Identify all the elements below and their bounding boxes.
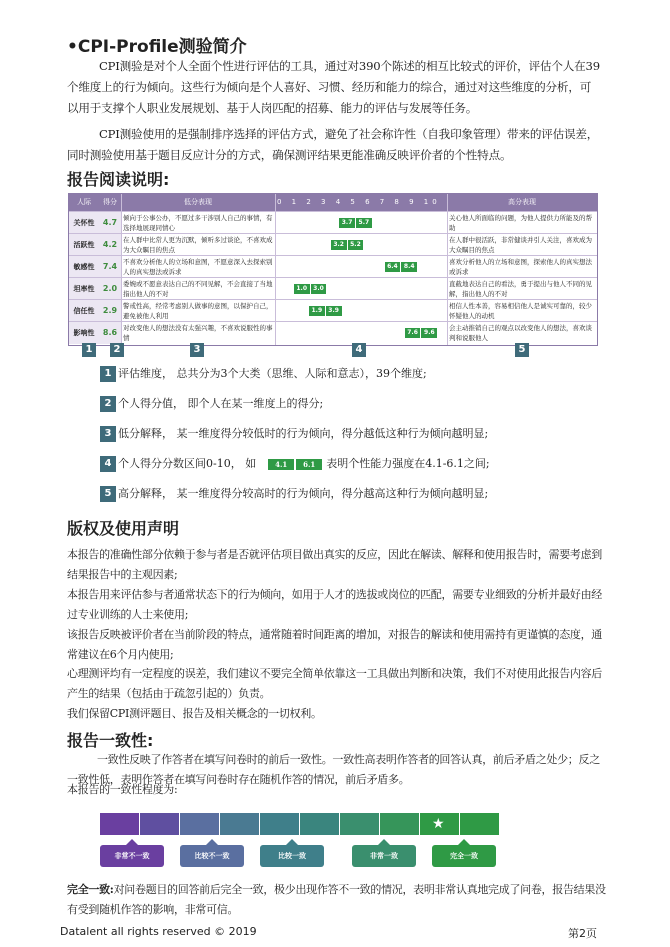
score-range-box: 8.4 bbox=[401, 262, 417, 272]
row-low-explanation: 在人群中比常人更为沉默，倾听多过谈论，不喜欢成为大众瞩目的焦点 bbox=[123, 236, 273, 254]
row-high-explanation: 在人群中很活跃，非常健谈并引人关注，喜欢成为大众瞩目的焦点 bbox=[449, 236, 592, 254]
score-range-box: 3.2 bbox=[331, 240, 347, 250]
consistency-level-tag: 比较一致 bbox=[260, 845, 324, 867]
row-high-explanation: 关心他人所面临的问题，为他人提供力所能及的帮助 bbox=[449, 214, 592, 232]
legend-box-a: 4.1 bbox=[268, 459, 294, 470]
legend-number-3: 3 bbox=[100, 426, 116, 442]
table-marker-3: 3 bbox=[190, 343, 204, 357]
intro-paragraph-2: CPI测验使用的是强制排序选择的评估方式，避免了社会称许性（自我印象管理）带来的评估误差，同时测验使用基于题目反应计分的方式，确保测评结果更能准确反映评价者的个性特点。 bbox=[67, 127, 599, 162]
consistency-scale-segment bbox=[180, 813, 219, 835]
legend-text bbox=[118, 456, 490, 472]
header-score: 得分 bbox=[99, 194, 121, 211]
score-range-box: 1.0 bbox=[294, 284, 310, 294]
table-marker-1: 1 bbox=[82, 343, 96, 357]
consistency-scale-segment bbox=[380, 813, 419, 835]
row-score: 8.6 bbox=[99, 322, 121, 344]
table-row bbox=[69, 233, 597, 256]
table-marker-2: 2 bbox=[110, 343, 124, 357]
row-low-explanation: 倾向于公事公办，不愿过多干涉别人自己的事情，有选择地展现同情心 bbox=[123, 214, 273, 232]
legend-text: 个人得分值， 即个人在某一维度上的得分; bbox=[118, 397, 324, 410]
legend-number-4: 4 bbox=[100, 456, 116, 472]
consistency-result bbox=[67, 880, 607, 920]
consistency-scale-segment bbox=[340, 813, 379, 835]
row-score: 4.7 bbox=[99, 212, 121, 234]
copyright-title: 版权及使用声明 bbox=[67, 519, 180, 538]
row-score: 7.4 bbox=[99, 256, 121, 278]
row-high-explanation: 直截地表达自己的看法，勇于提出与他人不同的见解，指出他人的不对 bbox=[449, 280, 592, 298]
score-range-box: 5.7 bbox=[356, 218, 372, 228]
consistency-scale-segment bbox=[300, 813, 339, 835]
row-high-explanation: 喜欢分析他人的立场和意图，探索他人的真实想法或诉求 bbox=[449, 258, 592, 276]
score-range-box: 3.0 bbox=[311, 284, 327, 294]
consistency-scale-segment bbox=[220, 813, 259, 835]
table-row bbox=[69, 321, 597, 344]
star-icon: ★ bbox=[432, 816, 445, 832]
score-range-box: 1.9 bbox=[309, 306, 325, 316]
consistency-level-tag: 非常一致 bbox=[352, 845, 416, 867]
copyright-para-5: 我们保留CPI测评题目、报告及相关概念的一切权利。 bbox=[67, 707, 322, 720]
row-high-explanation: 会主动推销自己的观点以改变他人的想法，喜欢谈判和说服他人 bbox=[449, 324, 592, 342]
header-high: 高分表现 bbox=[447, 194, 597, 211]
row-score: 2.0 bbox=[99, 278, 121, 300]
legend-text-a: 个人得分分数区间0-10， 如 bbox=[118, 457, 257, 470]
consistency-title: 报告一致性: bbox=[67, 731, 154, 750]
table-row bbox=[69, 211, 597, 234]
consistency-intro: 本报告的一致性程度为: bbox=[67, 783, 178, 796]
intro-paragraph-1: CPI测验是对个人全面个性进行评估的工具，通过对390个陈述的相互比较式的评价，评估个人在39个维度上的行为倾向。这些行为倾向是个人喜好、习惯、经历和能力的综合，通过对这些维度的分析，可以用于支撑个人职业发展规划、基于人岗匹配的招募、能力的评估与发展等任务。 bbox=[67, 59, 600, 115]
legend-text: 低分解释， 某一维度得分较低时的行为倾向，得分越低这种行为倾向越明显; bbox=[118, 427, 489, 440]
intro-title: •CPI-Profile测验简介 bbox=[67, 37, 247, 57]
row-dimension: 影响性 bbox=[69, 322, 99, 344]
row-dimension: 敏感性 bbox=[69, 256, 99, 278]
table-marker-4: 4 bbox=[352, 343, 366, 357]
header-low: 低分表现 bbox=[121, 194, 275, 211]
consistency-scale-segment bbox=[260, 813, 299, 835]
legend-text: 评估维度， 总共分为3个大类（思维、人际和意志），39个维度; bbox=[118, 367, 427, 380]
legend-text-b: 表明个性能力强度在4.1-6.1之间; bbox=[326, 457, 490, 470]
row-low-explanation: 委婉或不愿意表达自己的不同见解，不会直接了当地指出他人的不对 bbox=[123, 280, 273, 298]
copyright-para-1: 本报告的准确性部分依赖于参与者是否就评估项目做出真实的反应，因此在解读、解释和使用报告时，需要考虑到结果报告中的主观因素; bbox=[67, 548, 602, 581]
row-dimension: 活跃性 bbox=[69, 234, 99, 256]
consistency-result-text: 对问卷题目的回答前后完全一致，极少出现作答不一致的情况，表明非常认真地完成了问卷，报告结果没有受到随机作答的影响，非常可信。 bbox=[67, 883, 606, 916]
header-dim: 人际 bbox=[69, 194, 99, 211]
consistency-level-tag: 比较不一致 bbox=[180, 845, 244, 867]
footer-copyright: Datalent all rights reserved © 2019 bbox=[60, 925, 257, 938]
row-dimension: 坦率性 bbox=[69, 278, 99, 300]
legend-number-5: 5 bbox=[100, 486, 116, 502]
consistency-result-label: 完全一致: bbox=[67, 883, 114, 896]
consistency-level-tag: 非常不一致 bbox=[100, 845, 164, 867]
score-range-box: 3.9 bbox=[326, 306, 342, 316]
row-score: 2.9 bbox=[99, 300, 121, 322]
report-sample-table bbox=[68, 193, 598, 346]
consistency-level-tag: 完全一致 bbox=[432, 845, 496, 867]
table-row bbox=[69, 277, 597, 300]
header-scale: 0 1 2 3 4 5 6 7 8 9 10 bbox=[275, 194, 449, 211]
guide-title: 报告阅读说明: bbox=[67, 170, 170, 189]
row-dimension: 信任性 bbox=[69, 300, 99, 322]
consistency-scale-segment bbox=[140, 813, 179, 835]
score-range-box: 7.6 bbox=[405, 328, 421, 338]
copyright-para-4: 心理测评均有一定程度的误差，我们建议不要完全简单依靠这一工具做出判断和决策，我们不对使用此报告内容后产生的结果（包括由于疏忽引起的）负责。 bbox=[67, 667, 602, 700]
table-row bbox=[69, 255, 597, 278]
score-range-box: 6.4 bbox=[385, 262, 401, 272]
table-row bbox=[69, 299, 597, 322]
row-low-explanation: 不喜欢分析他人的立场和意图，不愿意深入去探索别人的真实想法或诉求 bbox=[123, 258, 273, 276]
row-score: 4.2 bbox=[99, 234, 121, 256]
score-range-box: 9.6 bbox=[421, 328, 437, 338]
table-marker-5: 5 bbox=[515, 343, 529, 357]
footer-page-number: 第2页 bbox=[568, 927, 597, 940]
consistency-scale-segment bbox=[100, 813, 139, 835]
score-range-box: 5.2 bbox=[348, 240, 364, 250]
copyright-para-3: 该报告反映被评价者在当前阶段的特点，通常随着时间距离的增加，对报告的解读和使用需持有更谨慎的态度，通常建议在6个月内使用; bbox=[67, 628, 602, 661]
row-dimension: 关怀性 bbox=[69, 212, 99, 234]
legend-box-b: 6.1 bbox=[296, 459, 322, 470]
row-low-explanation: 对改变他人的想法没有太强兴趣，不喜欢说服性的事情 bbox=[123, 324, 273, 342]
row-low-explanation: 警戒性高，经常考虑别人做事的意图，以保护自己，避免被他人利用 bbox=[123, 302, 273, 320]
row-high-explanation: 相信人性本善，容易相信他人是诚实可靠的，较少怀疑他人的动机 bbox=[449, 302, 592, 320]
copyright-para-2: 本报告用来评估参与者通常状态下的行为倾向，如用于人才的选拔或岗位的匹配，需要专业细致的分析并最好由经过专业训练的人士来使用; bbox=[67, 588, 602, 621]
legend-text: 高分解释， 某一维度得分较高时的行为倾向，得分越高这种行为倾向越明显; bbox=[118, 487, 489, 500]
consistency-scale-segment bbox=[460, 813, 499, 835]
legend-number-1: 1 bbox=[100, 366, 116, 382]
score-range-box: 3.7 bbox=[339, 218, 355, 228]
consistency-paragraph: 一致性反映了作答者在填写问卷时的前后一致性。一致性高表明作答者的回答认真，前后矛盾之处少；反之一致性低，表明作答者在填写问卷时存在随机作答的情况，前后矛盾多。 bbox=[67, 753, 600, 786]
legend-number-2: 2 bbox=[100, 396, 116, 412]
